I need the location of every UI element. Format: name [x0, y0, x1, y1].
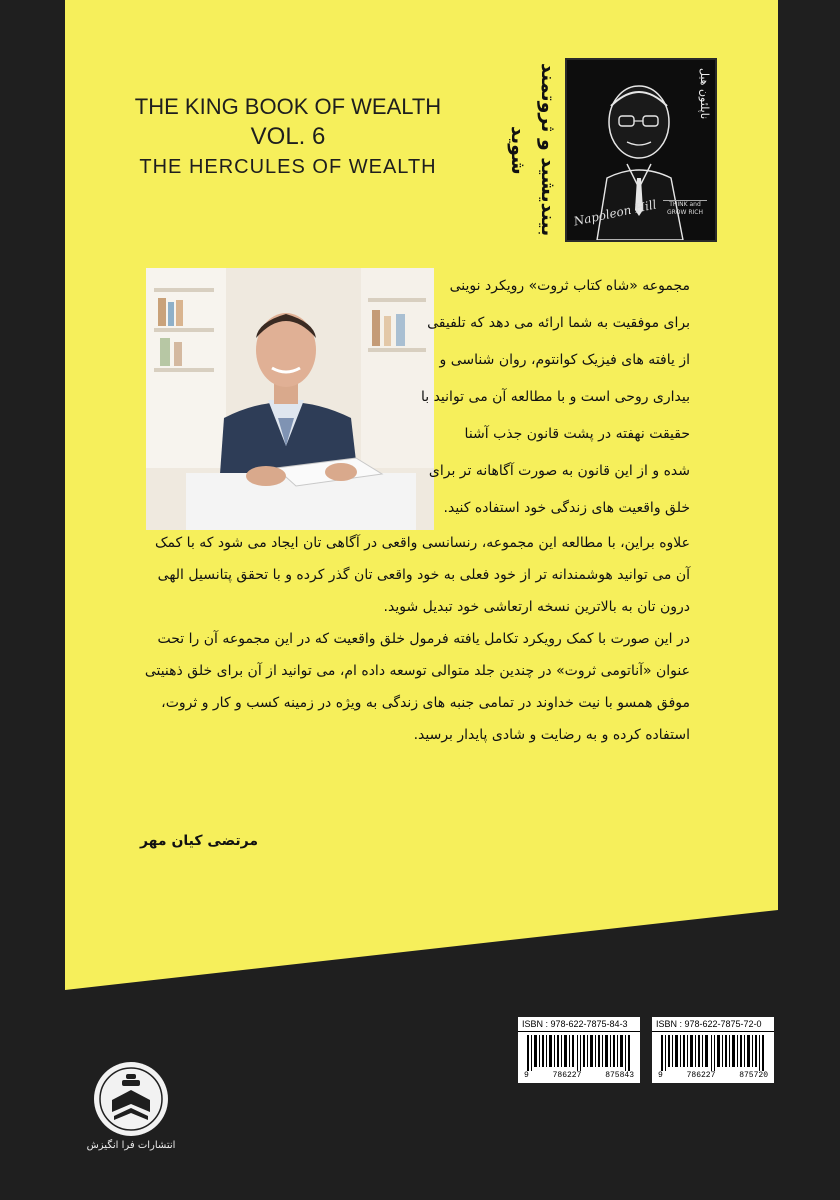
intro-line: حقیقت نهفته در پشت قانون جذب آشنا [464, 426, 690, 442]
barcode-bars [659, 1035, 767, 1071]
english-title-subtitle: THE HERCULES OF WEALTH [139, 156, 437, 178]
third-line: استفاده کرده و به رضایت و شادی پایدار برسید. [413, 727, 690, 743]
barcode-digits [518, 1071, 640, 1080]
third-line: موفق همسو با نیت خداوند در تمامی جنبه های زندگی به ویژه در زمینه کسب و کار و ثروت، [161, 695, 690, 711]
barcode-bars [525, 1035, 633, 1071]
english-title-volume: VOL. 6 [250, 123, 326, 150]
second-line: آن می توانید هوشمندانه تر از خود فعلی به خود واقعی تان گذر کرده و با تحقق پتانسیل الهی [157, 567, 690, 583]
publisher-logo [92, 1060, 170, 1138]
barcode-digit: 786227 [686, 1071, 716, 1080]
barcode-card [652, 1017, 774, 1083]
intro-line: شده و از این قانون به صورت آگاهانه تر برای [428, 463, 690, 479]
mini-cover-author: ناپلئون هیل [698, 68, 711, 120]
intro-line: خلق واقعیت های زندگی خود استفاده کنید. [443, 500, 690, 516]
intro-line: مجموعه «شاه کتاب ثروت» رویکرد نوینی [449, 278, 690, 294]
second-line: علاوه براین، با مطالعه این مجموعه، رنسانسی واقعی در آگاهی تان ایجاد می شود که با کمک [154, 535, 690, 551]
mini-cover-image [565, 58, 717, 242]
author-name: مرتضی کیان مهر [139, 833, 258, 849]
intro-line: برای موفقیت به شما ارائه می دهد که تلفیقی [427, 315, 690, 331]
barcode-digit: 9 [658, 1071, 663, 1080]
intro-line: از یافته های فیزیک کوانتوم، روان شناسی و [439, 352, 690, 368]
barcode-digit: 875843 [605, 1071, 634, 1080]
isbn-label: ISBN : 978-622-7875-72-0 [652, 1017, 774, 1032]
mini-cover-side-title: بیندیشید و ثروتمند شوید [507, 63, 559, 237]
barcode-digit: 875720 [739, 1071, 768, 1080]
barcode-digit: 9 [524, 1071, 529, 1080]
intro-paragraph [418, 268, 690, 527]
mini-cover-tag: THINK and GROW RICH [663, 200, 707, 217]
mini-cover-signature: Napoleon Hill [572, 197, 658, 229]
third-line: در این صورت با کمک رویکرد تکامل یافته فرمول خلق واقعیت که در این مجموعه آن را تحت [157, 631, 690, 647]
body-text [130, 268, 690, 751]
english-title-line1: THE KING BOOK OF WEALTH [134, 94, 442, 119]
second-paragraph [130, 527, 690, 623]
publisher-name: انتشارات فرا انگیزش [86, 1140, 176, 1151]
third-paragraph [130, 623, 690, 751]
english-title-block [128, 92, 448, 182]
second-line: درون تان به بالاترین نسخه ارتعاشی خود تبدیل شوید. [383, 599, 690, 615]
third-line: عنوان «آناتومی ثروت» در چندین جلد متوالی توسعه داده ام، می توانید از آن برای خلق ذهنیتی [144, 663, 690, 679]
intro-line: بیداری روحی است و با مطالعه آن می توانید با [420, 389, 690, 405]
barcode-digits [652, 1071, 774, 1080]
barcode-card [518, 1017, 640, 1083]
barcode-digit: 786227 [552, 1071, 582, 1080]
isbn-label: ISBN : 978-622-7875-84-3 [518, 1017, 640, 1032]
